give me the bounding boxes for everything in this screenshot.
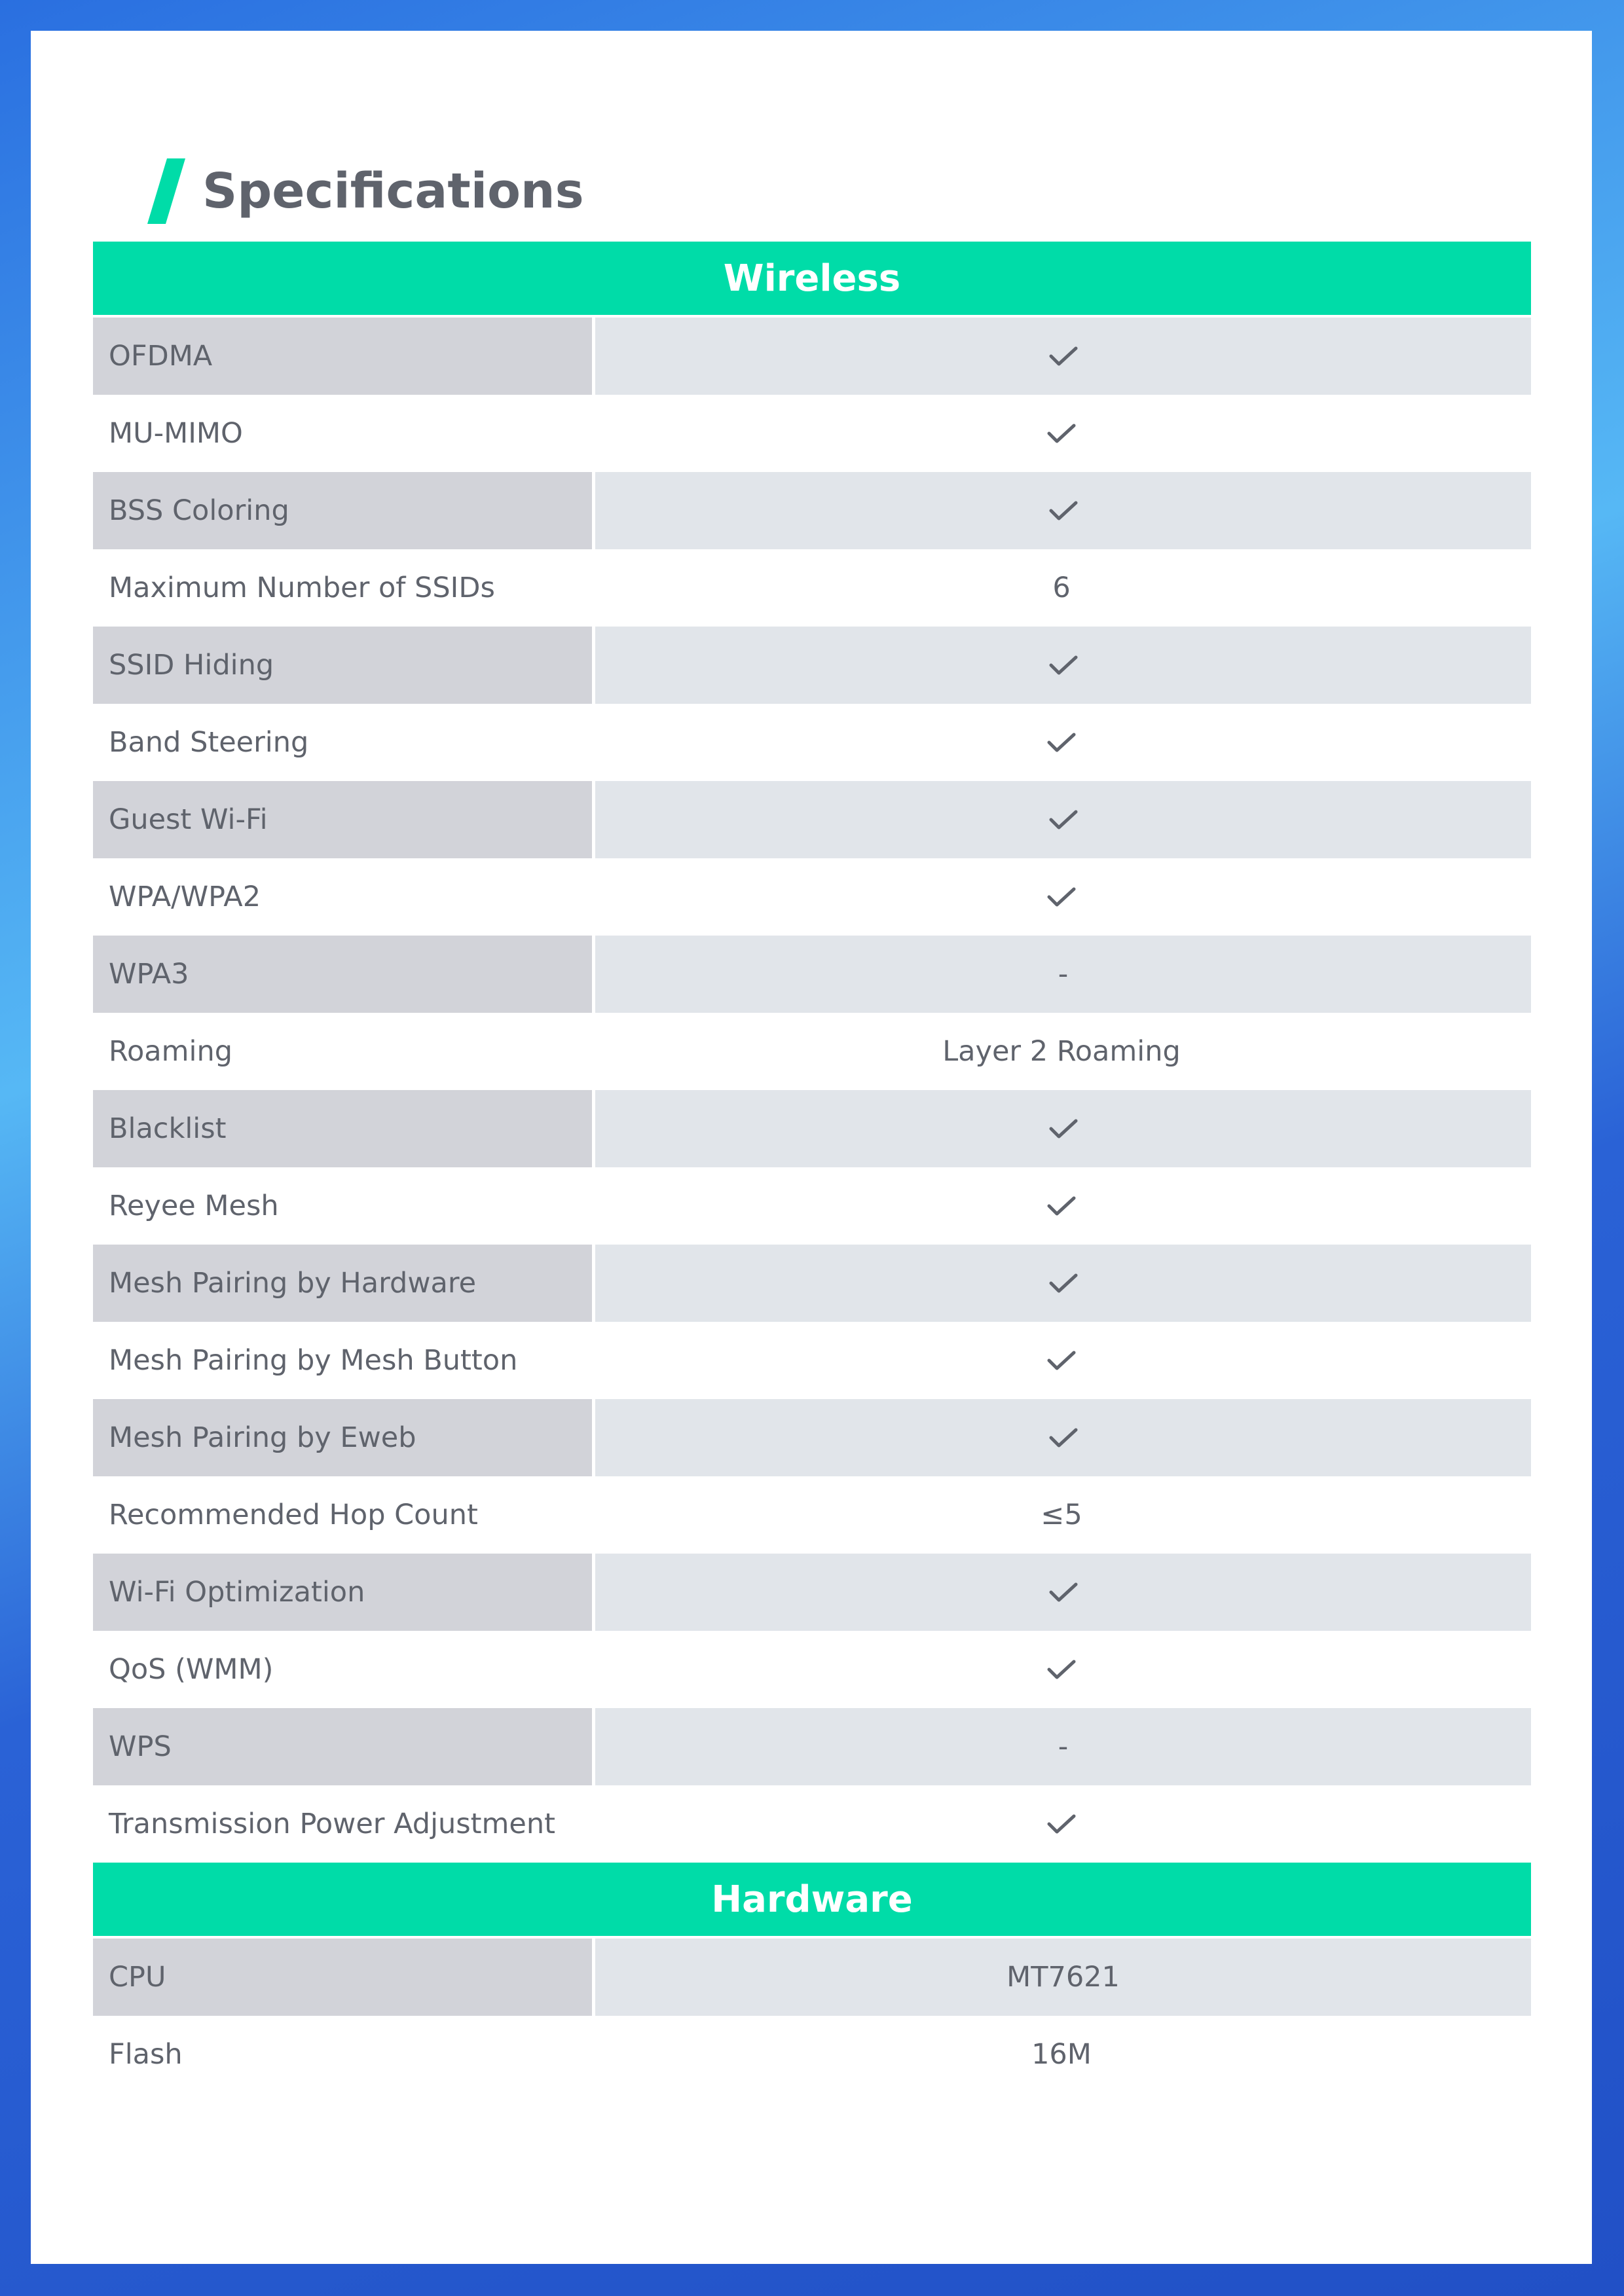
checkmark-icon [1048, 345, 1079, 367]
table-row [93, 1708, 1531, 1785]
checkmark-icon [1046, 1195, 1077, 1217]
table-row [93, 1090, 1531, 1167]
spec-value: Layer 2 Roaming [942, 1035, 1181, 1068]
spec-value: MT7621 [595, 1939, 1531, 2016]
table-row [93, 1399, 1531, 1476]
spec-label: Mesh Pairing by Eweb [93, 1399, 595, 1476]
page-title: Specifications [202, 163, 584, 219]
checkmark-icon [1048, 1427, 1079, 1449]
table-row [93, 1554, 1531, 1631]
spec-label: WPA/WPA2 [109, 881, 261, 913]
section-header-wireless: Wireless [93, 242, 1531, 315]
spec-value: - [595, 1708, 1531, 1785]
table-row [93, 1785, 1531, 1863]
spec-label: OFDMA [93, 318, 595, 395]
table-row [93, 704, 1531, 781]
spec-label: CPU [93, 1939, 595, 2016]
spec-value [595, 781, 1531, 858]
spec-label: BSS Coloring [93, 472, 595, 549]
checkmark-icon [1046, 422, 1077, 445]
spec-label: Flash [109, 2038, 183, 2071]
spec-value: 6 [1052, 572, 1071, 604]
checkmark-icon [1046, 1658, 1077, 1681]
spec-value: - [595, 936, 1531, 1013]
spec-label: Maximum Number of SSIDs [109, 572, 495, 604]
table-row [93, 1939, 1531, 2016]
spec-value [592, 1322, 1531, 1399]
page-heading [147, 155, 584, 227]
slash-accent-icon [147, 158, 185, 224]
checkmark-icon [1048, 1272, 1079, 1294]
spec-label: Wi-Fi Optimization [93, 1554, 595, 1631]
table-row [93, 627, 1531, 704]
table-row [93, 936, 1531, 1013]
spec-label: Roaming [109, 1035, 232, 1068]
spec-value [592, 395, 1531, 472]
document-page [31, 31, 1592, 2264]
table-row [93, 1631, 1531, 1708]
spec-label: Blacklist [93, 1090, 595, 1167]
checkmark-icon [1048, 1581, 1079, 1603]
spec-value [592, 1785, 1531, 1863]
spec-label: SSID Hiding [93, 627, 595, 704]
spec-value [595, 1554, 1531, 1631]
section-header-hardware: Hardware [93, 1863, 1531, 1936]
table-row [93, 472, 1531, 549]
spec-label: WPS [93, 1708, 595, 1785]
spec-label: Band Steering [109, 726, 309, 759]
table-row [93, 2016, 1531, 2093]
table-row [93, 1476, 1531, 1554]
spec-value: 16M [1031, 2038, 1092, 2071]
table-row [93, 395, 1531, 472]
spec-value [592, 1167, 1531, 1245]
checkmark-icon [1048, 654, 1079, 676]
spec-value [595, 627, 1531, 704]
spec-label: MU-MIMO [109, 417, 243, 450]
spec-label: Reyee Mesh [109, 1190, 279, 1222]
checkmark-icon [1046, 731, 1077, 754]
spec-value [595, 318, 1531, 395]
spec-value [592, 858, 1531, 936]
spec-value [592, 704, 1531, 781]
table-row [93, 1245, 1531, 1322]
table-row [93, 781, 1531, 858]
checkmark-icon [1046, 1349, 1077, 1372]
table-row [93, 318, 1531, 395]
table-row [93, 1013, 1531, 1090]
spec-label: Mesh Pairing by Mesh Button [109, 1344, 518, 1377]
spec-value [595, 1399, 1531, 1476]
checkmark-icon [1046, 1813, 1077, 1835]
spec-value [595, 1090, 1531, 1167]
spec-label: Mesh Pairing by Hardware [93, 1245, 595, 1322]
spec-label: WPA3 [93, 936, 595, 1013]
spec-label: Guest Wi-Fi [93, 781, 595, 858]
spec-label: Recommended Hop Count [109, 1499, 478, 1531]
checkmark-icon [1048, 809, 1079, 831]
table-row [93, 1167, 1531, 1245]
table-row [93, 549, 1531, 627]
specifications-table [93, 242, 1531, 2093]
table-row [93, 858, 1531, 936]
checkmark-icon [1048, 500, 1079, 522]
spec-label: QoS (WMM) [109, 1653, 274, 1686]
checkmark-icon [1048, 1118, 1079, 1140]
table-row [93, 1322, 1531, 1399]
spec-value [595, 472, 1531, 549]
checkmark-icon [1046, 886, 1077, 908]
spec-label: Transmission Power Adjustment [109, 1808, 555, 1840]
spec-value [592, 1631, 1531, 1708]
spec-value [595, 1245, 1531, 1322]
spec-value: ≤5 [1041, 1499, 1082, 1531]
